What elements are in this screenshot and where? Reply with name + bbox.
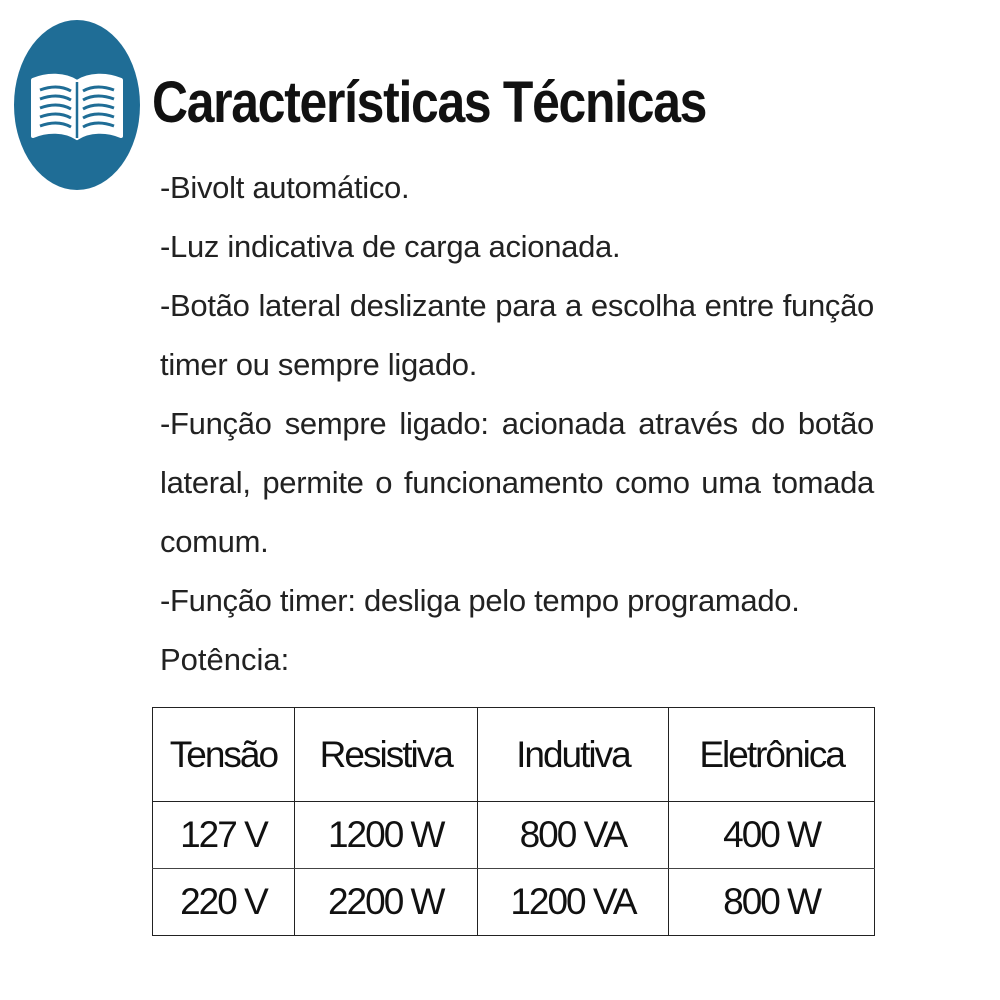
table-row bbox=[153, 869, 875, 936]
power-table bbox=[152, 707, 875, 936]
manual-badge bbox=[14, 20, 140, 190]
header-cell-inductive: Indutiva bbox=[477, 708, 669, 802]
power-label: Potência: bbox=[160, 642, 290, 677]
table-header-row bbox=[153, 708, 875, 802]
page-title: Características Técnicas bbox=[152, 70, 707, 135]
table-row bbox=[153, 802, 875, 869]
table-cell: 800 W bbox=[669, 869, 875, 936]
table-cell: 1200 W bbox=[294, 802, 477, 869]
table-cell: 400 W bbox=[669, 802, 875, 869]
header-cell-voltage: Tensão bbox=[153, 708, 295, 802]
feature-item: -Bivolt automático. bbox=[160, 170, 410, 205]
header-cell-resistive: Resistiva bbox=[294, 708, 477, 802]
feature-list bbox=[160, 158, 874, 630]
header-cell-electronic: Eletrônica bbox=[669, 708, 875, 802]
table-cell: 2200 W bbox=[294, 869, 477, 936]
feature-item: -Função sempre ligado: acionada através do botão lateral, permite o funcionamento como uma tomada comum. bbox=[160, 406, 874, 559]
table-cell: 127 V bbox=[153, 802, 295, 869]
table-cell: 220 V bbox=[153, 869, 295, 936]
table-cell: 1200 VA bbox=[477, 869, 669, 936]
open-book-icon bbox=[29, 72, 125, 144]
feature-item: -Função timer: desliga pelo tempo programado. bbox=[160, 583, 800, 618]
feature-item: -Luz indicativa de carga acionada. bbox=[160, 229, 621, 264]
table-cell: 800 VA bbox=[477, 802, 669, 869]
feature-item: -Botão lateral deslizante para a escolha entre função timer ou sempre ligado. bbox=[160, 288, 874, 382]
